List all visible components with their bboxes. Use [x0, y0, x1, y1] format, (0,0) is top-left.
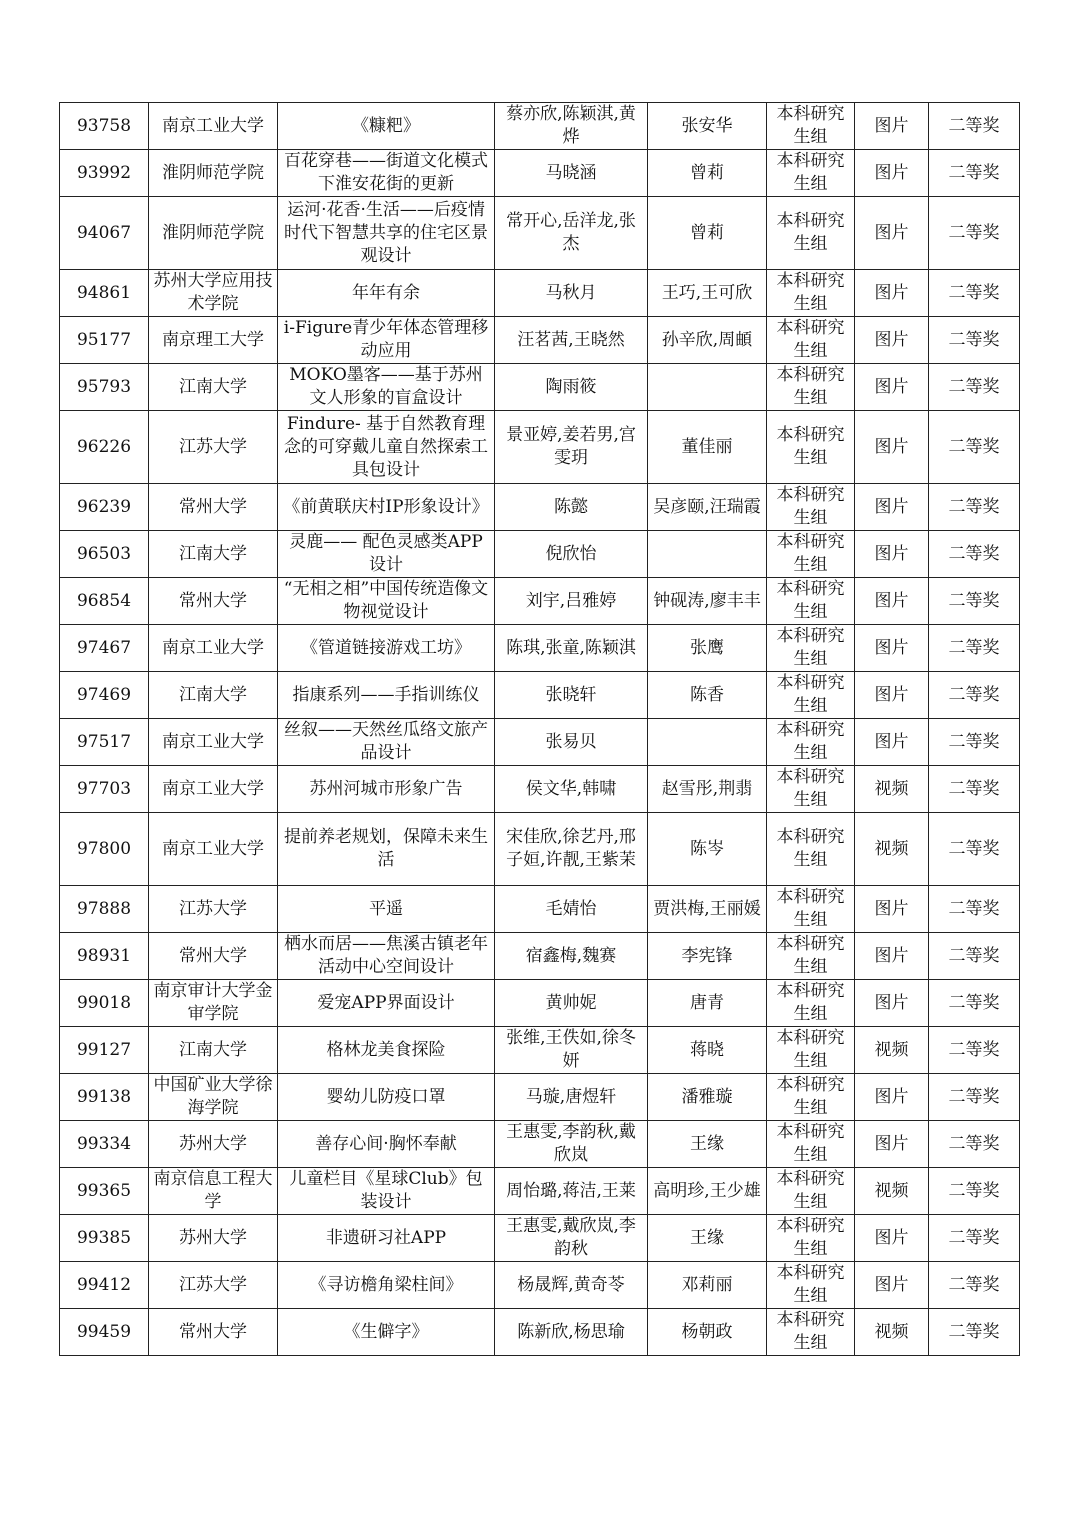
cell-authors: 侯文华,韩啸 — [495, 766, 648, 813]
cell-type: 图片 — [855, 484, 929, 531]
cell-type: 图片 — [855, 364, 929, 411]
table-row — [60, 1215, 1020, 1262]
cell-advisor: 杨朝政 — [648, 1309, 767, 1356]
cell-id: 95177 — [60, 317, 149, 364]
cell-type: 图片 — [855, 578, 929, 625]
cell-title: 格林龙美食探险 — [278, 1027, 495, 1074]
cell-award: 二等奖 — [929, 270, 1020, 317]
cell-group: 本科研究生组 — [767, 484, 855, 531]
cell-award: 二等奖 — [929, 766, 1020, 813]
cell-school: 淮阴师范学院 — [149, 150, 278, 197]
awards-table — [59, 102, 1020, 1356]
table-row — [60, 531, 1020, 578]
cell-award: 二等奖 — [929, 1168, 1020, 1215]
table-row — [60, 1262, 1020, 1309]
cell-group: 本科研究生组 — [767, 766, 855, 813]
cell-authors: 马秋月 — [495, 270, 648, 317]
cell-award: 二等奖 — [929, 719, 1020, 766]
cell-type: 视频 — [855, 766, 929, 813]
cell-group: 本科研究生组 — [767, 270, 855, 317]
cell-authors: 张晓轩 — [495, 672, 648, 719]
cell-type: 图片 — [855, 719, 929, 766]
cell-id: 99385 — [60, 1215, 149, 1262]
cell-id: 97888 — [60, 886, 149, 933]
cell-type: 图片 — [855, 103, 929, 150]
cell-group: 本科研究生组 — [767, 933, 855, 980]
cell-title: 非遗研习社APP — [278, 1215, 495, 1262]
cell-authors: 蔡亦欣,陈颖淇,黄烨 — [495, 103, 648, 150]
cell-type: 图片 — [855, 933, 929, 980]
cell-title: 丝叙——天然丝瓜络文旅产品设计 — [278, 719, 495, 766]
cell-group: 本科研究生组 — [767, 103, 855, 150]
cell-authors: 张维,王佚如,徐冬妍 — [495, 1027, 648, 1074]
cell-type: 图片 — [855, 197, 929, 270]
cell-authors: 王惠雯,李韵秋,戴欣岚 — [495, 1121, 648, 1168]
cell-title: 年年有余 — [278, 270, 495, 317]
table-row — [60, 672, 1020, 719]
cell-type: 图片 — [855, 980, 929, 1027]
cell-school: 江南大学 — [149, 531, 278, 578]
cell-title: 《糠粑》 — [278, 103, 495, 150]
cell-id: 96239 — [60, 484, 149, 531]
cell-group: 本科研究生组 — [767, 1215, 855, 1262]
cell-id: 98931 — [60, 933, 149, 980]
cell-award: 二等奖 — [929, 1121, 1020, 1168]
cell-title: 百花穿巷——街道文化模式下淮安花街的更新 — [278, 150, 495, 197]
table-row — [60, 150, 1020, 197]
cell-advisor: 钟砚涛,廖丰丰 — [648, 578, 767, 625]
cell-award: 二等奖 — [929, 933, 1020, 980]
cell-advisor: 董佳丽 — [648, 411, 767, 484]
table-row — [60, 1027, 1020, 1074]
cell-advisor: 王缘 — [648, 1215, 767, 1262]
cell-type: 图片 — [855, 886, 929, 933]
table-row — [60, 625, 1020, 672]
cell-title: 善存心间·胸怀奉献 — [278, 1121, 495, 1168]
cell-school: 苏州大学应用技术学院 — [149, 270, 278, 317]
cell-group: 本科研究生组 — [767, 672, 855, 719]
cell-authors: 陶雨筱 — [495, 364, 648, 411]
cell-type: 图片 — [855, 150, 929, 197]
cell-title: 平遥 — [278, 886, 495, 933]
cell-title: 《寻访檐角梁柱间》 — [278, 1262, 495, 1309]
cell-authors: 陈懿 — [495, 484, 648, 531]
table-row — [60, 411, 1020, 484]
cell-advisor: 蒋晓 — [648, 1027, 767, 1074]
cell-group: 本科研究生组 — [767, 317, 855, 364]
cell-school: 中国矿业大学徐海学院 — [149, 1074, 278, 1121]
cell-group: 本科研究生组 — [767, 813, 855, 886]
table-row — [60, 484, 1020, 531]
cell-award: 二等奖 — [929, 364, 1020, 411]
cell-group: 本科研究生组 — [767, 197, 855, 270]
cell-authors: 常开心,岳洋龙,张杰 — [495, 197, 648, 270]
cell-type: 图片 — [855, 531, 929, 578]
cell-award: 二等奖 — [929, 197, 1020, 270]
table-row — [60, 197, 1020, 270]
cell-id: 99334 — [60, 1121, 149, 1168]
cell-id: 93758 — [60, 103, 149, 150]
cell-group: 本科研究生组 — [767, 719, 855, 766]
cell-authors: 毛婧怡 — [495, 886, 648, 933]
cell-award: 二等奖 — [929, 578, 1020, 625]
cell-school: 南京信息工程大学 — [149, 1168, 278, 1215]
cell-school: 常州大学 — [149, 933, 278, 980]
cell-type: 图片 — [855, 411, 929, 484]
table-row — [60, 103, 1020, 150]
cell-advisor: 王巧,王可欣 — [648, 270, 767, 317]
cell-id: 95793 — [60, 364, 149, 411]
cell-award: 二等奖 — [929, 672, 1020, 719]
cell-id: 96503 — [60, 531, 149, 578]
cell-advisor: 曾莉 — [648, 150, 767, 197]
cell-school: 苏州大学 — [149, 1215, 278, 1262]
cell-advisor: 赵雪彤,荆翡 — [648, 766, 767, 813]
cell-authors: 周怡璐,蒋洁,王莱 — [495, 1168, 648, 1215]
cell-school: 江苏大学 — [149, 411, 278, 484]
cell-group: 本科研究生组 — [767, 625, 855, 672]
cell-id: 99138 — [60, 1074, 149, 1121]
cell-advisor — [648, 719, 767, 766]
cell-title: 栖水而居——焦溪古镇老年活动中心空间设计 — [278, 933, 495, 980]
cell-award: 二等奖 — [929, 1262, 1020, 1309]
cell-school: 南京工业大学 — [149, 719, 278, 766]
cell-school: 常州大学 — [149, 484, 278, 531]
cell-school: 江南大学 — [149, 1027, 278, 1074]
cell-advisor — [648, 364, 767, 411]
table-row — [60, 980, 1020, 1027]
cell-id: 93992 — [60, 150, 149, 197]
cell-school: 南京工业大学 — [149, 813, 278, 886]
cell-id: 97800 — [60, 813, 149, 886]
cell-group: 本科研究生组 — [767, 886, 855, 933]
cell-group: 本科研究生组 — [767, 1309, 855, 1356]
cell-advisor: 李宪锋 — [648, 933, 767, 980]
cell-authors: 黄帅妮 — [495, 980, 648, 1027]
cell-id: 96854 — [60, 578, 149, 625]
table-row — [60, 1074, 1020, 1121]
cell-group: 本科研究生组 — [767, 150, 855, 197]
cell-title: 《管道链接游戏工坊》 — [278, 625, 495, 672]
cell-award: 二等奖 — [929, 1074, 1020, 1121]
cell-authors: 汪茗茜,王晓然 — [495, 317, 648, 364]
cell-award: 二等奖 — [929, 1309, 1020, 1356]
cell-school: 淮阴师范学院 — [149, 197, 278, 270]
table-row — [60, 578, 1020, 625]
cell-type: 图片 — [855, 1262, 929, 1309]
cell-title: 指康系列——手指训练仪 — [278, 672, 495, 719]
table-row — [60, 317, 1020, 364]
cell-title: 灵鹿—— 配色灵感类APP设计 — [278, 531, 495, 578]
cell-award: 二等奖 — [929, 484, 1020, 531]
cell-school: 南京理工大学 — [149, 317, 278, 364]
cell-advisor — [648, 531, 767, 578]
cell-award: 二等奖 — [929, 103, 1020, 150]
cell-group: 本科研究生组 — [767, 980, 855, 1027]
cell-id: 99127 — [60, 1027, 149, 1074]
table-body — [60, 103, 1020, 1356]
cell-type: 图片 — [855, 270, 929, 317]
cell-title: 《生僻字》 — [278, 1309, 495, 1356]
cell-id: 94067 — [60, 197, 149, 270]
cell-title: 儿童栏目《星球Club》包装设计 — [278, 1168, 495, 1215]
cell-authors: 景亚婷,姜若男,宫雯玥 — [495, 411, 648, 484]
cell-advisor: 张安华 — [648, 103, 767, 150]
cell-authors: 张易贝 — [495, 719, 648, 766]
cell-authors: 宿鑫梅,魏赛 — [495, 933, 648, 980]
cell-authors: 宋佳欣,徐艺丹,邢子姮,许靓,王紫茉 — [495, 813, 648, 886]
cell-type: 图片 — [855, 625, 929, 672]
cell-school: 常州大学 — [149, 1309, 278, 1356]
table-row — [60, 364, 1020, 411]
cell-title: 苏州河城市形象广告 — [278, 766, 495, 813]
cell-school: 南京工业大学 — [149, 766, 278, 813]
table-row — [60, 813, 1020, 886]
table-row — [60, 766, 1020, 813]
cell-group: 本科研究生组 — [767, 411, 855, 484]
cell-school: 南京审计大学金审学院 — [149, 980, 278, 1027]
cell-group: 本科研究生组 — [767, 1168, 855, 1215]
cell-id: 99459 — [60, 1309, 149, 1356]
cell-school: 南京工业大学 — [149, 625, 278, 672]
cell-advisor: 曾莉 — [648, 197, 767, 270]
cell-title: 提前养老规划，保障未来生活 — [278, 813, 495, 886]
cell-school: 南京工业大学 — [149, 103, 278, 150]
cell-title: 爱宠APP界面设计 — [278, 980, 495, 1027]
cell-type: 视频 — [855, 1168, 929, 1215]
cell-advisor: 邓莉丽 — [648, 1262, 767, 1309]
cell-id: 97703 — [60, 766, 149, 813]
cell-advisor: 唐青 — [648, 980, 767, 1027]
cell-award: 二等奖 — [929, 531, 1020, 578]
cell-advisor: 陈岑 — [648, 813, 767, 886]
cell-type: 图片 — [855, 317, 929, 364]
table-row — [60, 719, 1020, 766]
cell-title: “无相之相”中国传统造像文物视觉设计 — [278, 578, 495, 625]
cell-authors: 王惠雯,戴欣岚,李韵秋 — [495, 1215, 648, 1262]
cell-title: 运河·花香·生活——后疫情时代下智慧共享的住宅区景观设计 — [278, 197, 495, 270]
cell-title: Findure- 基于自然教育理念的可穿戴儿童自然探索工具包设计 — [278, 411, 495, 484]
cell-id: 97469 — [60, 672, 149, 719]
cell-award: 二等奖 — [929, 150, 1020, 197]
cell-authors: 马晓涵 — [495, 150, 648, 197]
cell-group: 本科研究生组 — [767, 1027, 855, 1074]
cell-school: 常州大学 — [149, 578, 278, 625]
cell-advisor: 张鹰 — [648, 625, 767, 672]
cell-authors: 杨晟辉,黄奇苓 — [495, 1262, 648, 1309]
cell-advisor: 高明珍,王少雄 — [648, 1168, 767, 1215]
cell-title: MOKO墨客——基于苏州文人形象的盲盒设计 — [278, 364, 495, 411]
cell-group: 本科研究生组 — [767, 578, 855, 625]
cell-type: 视频 — [855, 1027, 929, 1074]
cell-id: 97517 — [60, 719, 149, 766]
cell-school: 江南大学 — [149, 364, 278, 411]
cell-type: 图片 — [855, 1074, 929, 1121]
cell-id: 99018 — [60, 980, 149, 1027]
cell-authors: 陈琪,张童,陈颖淇 — [495, 625, 648, 672]
cell-title: 《前黄联庆村IP形象设计》 — [278, 484, 495, 531]
cell-award: 二等奖 — [929, 1215, 1020, 1262]
cell-award: 二等奖 — [929, 886, 1020, 933]
cell-id: 99412 — [60, 1262, 149, 1309]
cell-authors: 倪欣怡 — [495, 531, 648, 578]
cell-type: 视频 — [855, 1309, 929, 1356]
cell-title: i-Figure青少年体态管理移动应用 — [278, 317, 495, 364]
cell-advisor: 王缘 — [648, 1121, 767, 1168]
cell-authors: 陈新欣,杨思瑜 — [495, 1309, 648, 1356]
cell-group: 本科研究生组 — [767, 1074, 855, 1121]
table-row — [60, 933, 1020, 980]
cell-authors: 刘宇,吕雅婷 — [495, 578, 648, 625]
table-row — [60, 1309, 1020, 1356]
cell-advisor: 孙辛欣,周頔 — [648, 317, 767, 364]
cell-title: 婴幼儿防疫口罩 — [278, 1074, 495, 1121]
cell-group: 本科研究生组 — [767, 364, 855, 411]
cell-school: 江苏大学 — [149, 886, 278, 933]
cell-school: 江苏大学 — [149, 1262, 278, 1309]
table-row — [60, 886, 1020, 933]
cell-id: 96226 — [60, 411, 149, 484]
cell-advisor: 吴彦颐,汪瑞霞 — [648, 484, 767, 531]
table-row — [60, 1168, 1020, 1215]
cell-type: 图片 — [855, 672, 929, 719]
cell-advisor: 潘雅璇 — [648, 1074, 767, 1121]
table-row — [60, 1121, 1020, 1168]
cell-group: 本科研究生组 — [767, 531, 855, 578]
cell-advisor: 贾洪梅,王丽媛 — [648, 886, 767, 933]
cell-type: 视频 — [855, 813, 929, 886]
cell-school: 江南大学 — [149, 672, 278, 719]
cell-award: 二等奖 — [929, 1027, 1020, 1074]
cell-group: 本科研究生组 — [767, 1121, 855, 1168]
cell-award: 二等奖 — [929, 813, 1020, 886]
cell-authors: 马璇,唐煜轩 — [495, 1074, 648, 1121]
cell-type: 图片 — [855, 1215, 929, 1262]
cell-award: 二等奖 — [929, 317, 1020, 364]
cell-type: 图片 — [855, 1121, 929, 1168]
cell-school: 苏州大学 — [149, 1121, 278, 1168]
cell-id: 97467 — [60, 625, 149, 672]
cell-id: 94861 — [60, 270, 149, 317]
cell-advisor: 陈香 — [648, 672, 767, 719]
cell-award: 二等奖 — [929, 411, 1020, 484]
cell-group: 本科研究生组 — [767, 1262, 855, 1309]
cell-award: 二等奖 — [929, 625, 1020, 672]
table-row — [60, 270, 1020, 317]
cell-id: 99365 — [60, 1168, 149, 1215]
cell-award: 二等奖 — [929, 980, 1020, 1027]
